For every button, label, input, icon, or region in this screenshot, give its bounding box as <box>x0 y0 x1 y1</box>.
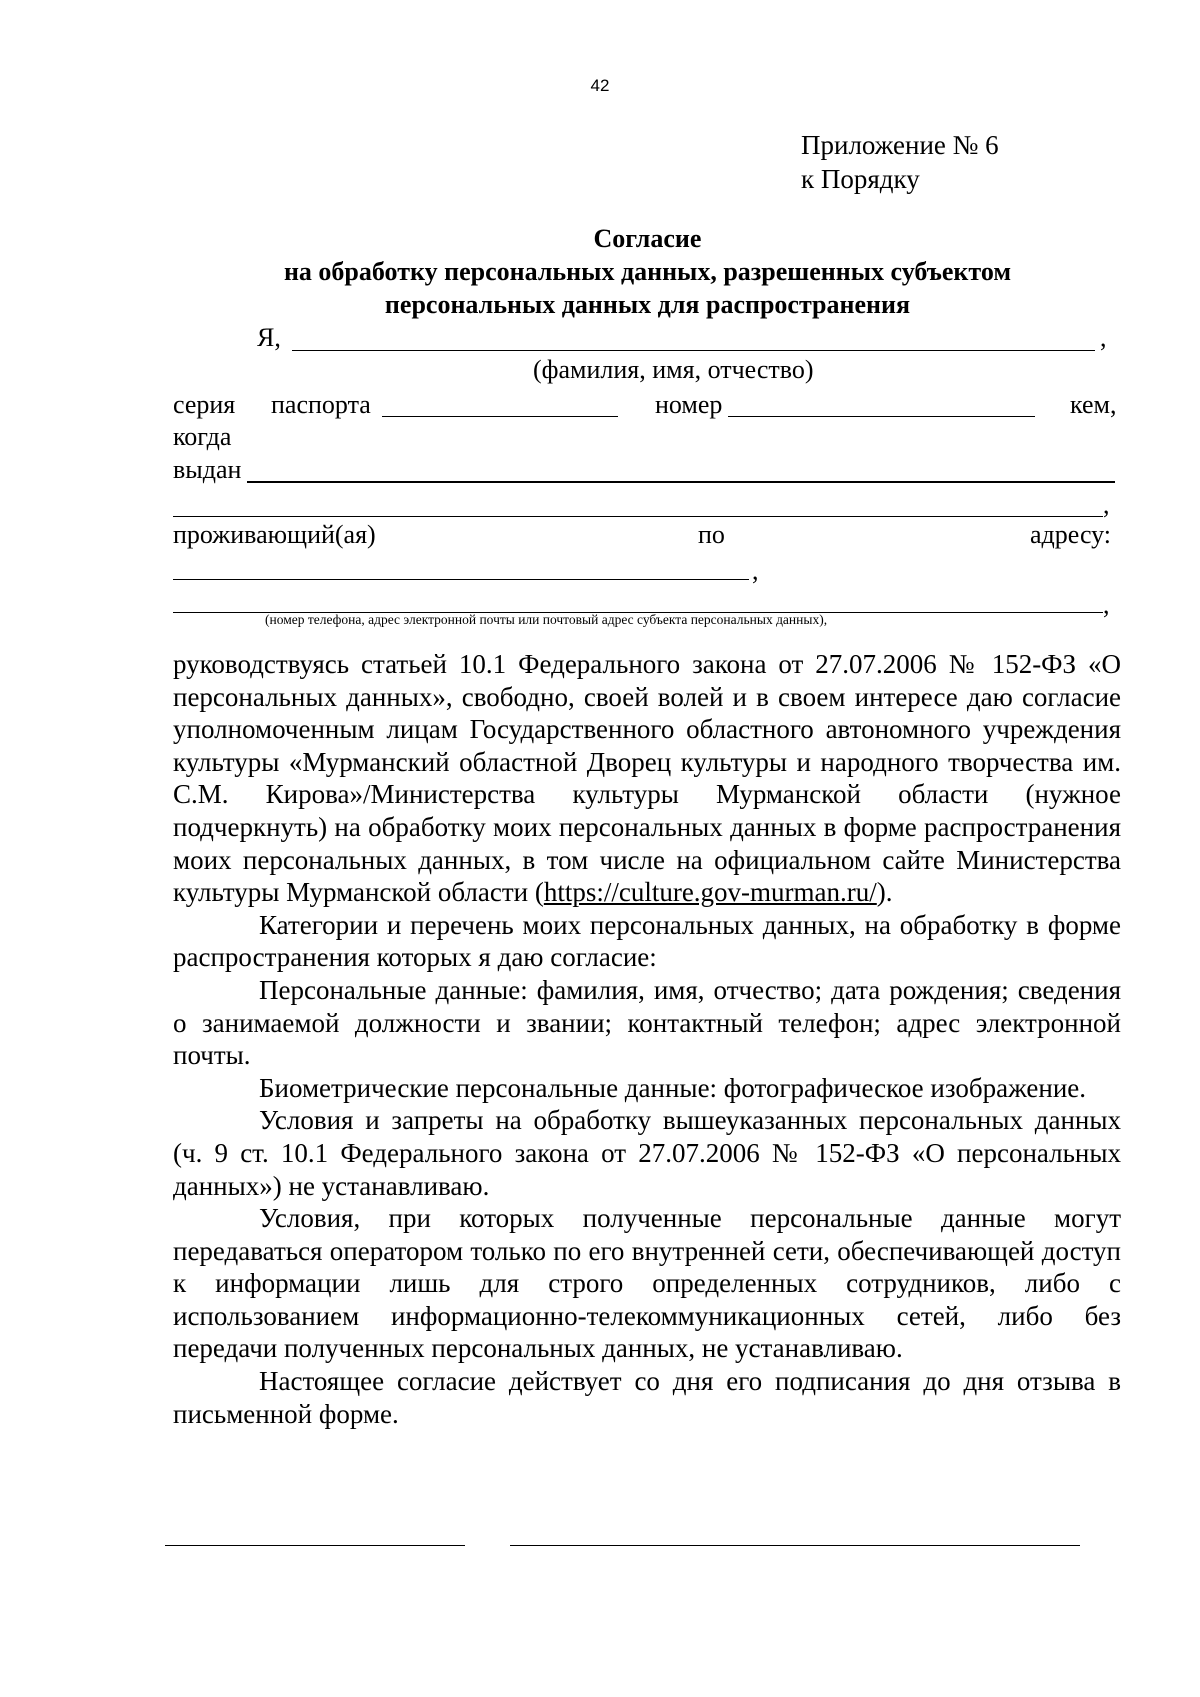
title-line-1: Согласие <box>593 224 702 253</box>
issued-by-field-line[interactable] <box>247 481 1115 483</box>
fio-comma: , <box>1100 323 1107 352</box>
signature-name-line[interactable] <box>510 1545 1080 1546</box>
title-line-2: на обработку персональных данных, разрешенных субъектом <box>283 257 1012 286</box>
appendix-reference <box>801 128 999 196</box>
address-label: адресу: <box>1030 520 1112 549</box>
contact-hint: (номер телефона, адрес электронной почты или почтовый адрес субъекта персональных данных), <box>265 612 828 627</box>
issued-comma: , <box>1103 490 1110 519</box>
number-label: номер <box>655 390 723 419</box>
signature-line[interactable] <box>165 1545 465 1546</box>
passport-label: паспорта <box>271 390 371 419</box>
consent-paragraph-1 <box>173 648 1121 909</box>
appendix-line-2: к Порядку <box>801 164 920 194</box>
contact-comma: , <box>1103 590 1110 619</box>
address-comma: , <box>752 556 759 585</box>
passport-number-field-line[interactable] <box>728 416 1035 417</box>
by-whom-label: кем, <box>1070 390 1117 419</box>
paragraph-1-text: руководствуясь статьей 10.1 Федерального закона от 27.07.2006 № 152-ФЗ «О персональных данных», свободно, своей волей и в своем интересе даю согласие уполномоченным лицам Государственного областного автономного учреждения культуры «Мурманский областной Дворец культуры и народного творчества им. С.М. Кирова»/Министерства культуры Мурманской области (нужное подчеркнуть) на обработку моих персональных данных в форме распространения моих персональных данных, в том числе на официальном сайте Министерства культуры Мурманской области ( <box>173 649 1121 908</box>
issued-by-continuation-line[interactable] <box>173 516 1103 517</box>
page-number: 42 <box>590 76 610 95</box>
consent-paragraph-2: Категории и перечень моих персональных данных, на обработку в форме распространения которых я даю согласие: <box>173 909 1121 973</box>
consent-body <box>173 648 1121 1430</box>
appendix-line-1: Приложение № 6 <box>801 130 999 160</box>
when-label: когда <box>173 422 232 451</box>
series-label: серия <box>173 390 236 419</box>
fio-field-line[interactable] <box>292 350 1095 351</box>
consent-paragraph-5: Условия и запреты на обработку вышеуказанных персональных данных (ч. 9 ст. 10.1 Федерального закона от 27.07.2006 № 152-ФЗ «О персональных данных») не устанавливаю. <box>173 1105 1121 1201</box>
title-line-3: персональных данных для распространения <box>384 290 911 319</box>
at-label: по <box>698 520 725 549</box>
i-label: Я, <box>257 323 281 352</box>
passport-series-field-line[interactable] <box>382 416 618 417</box>
paragraph-1-end: ). <box>876 877 893 908</box>
address-field-line[interactable] <box>173 579 749 580</box>
consent-paragraph-6: Условия, при которых полученные персональные данные могут передаваться оператором только по его внутренней сети, обеспечивающей доступ к информации лишь для строго определенных сотрудников, либо с использованием информационно-телекоммуникационных сетей, либо без передачи полученных персональных данных, не устанавливаю. <box>173 1203 1121 1364</box>
fio-hint: (фамилия, имя, отчество) <box>533 355 814 384</box>
ministry-website-link[interactable]: https://culture.gov-murman.ru/ <box>543 877 877 908</box>
consent-paragraph-3: Персональные данные: фамилия, имя, отчество; дата рождения; сведения о занимаемой должности и звании; контактный телефон; адрес электронной почты. <box>173 974 1121 1071</box>
issued-label: выдан <box>173 455 242 484</box>
residing-label: проживающий(ая) <box>173 520 376 549</box>
document-title <box>170 222 1125 321</box>
consent-paragraph-4: Биометрические персональные данные: фотографическое изображение. <box>259 1072 1087 1103</box>
consent-paragraph-7: Настоящее согласие действует со дня его подписания до дня отзыва в письменной форме. <box>173 1366 1121 1429</box>
